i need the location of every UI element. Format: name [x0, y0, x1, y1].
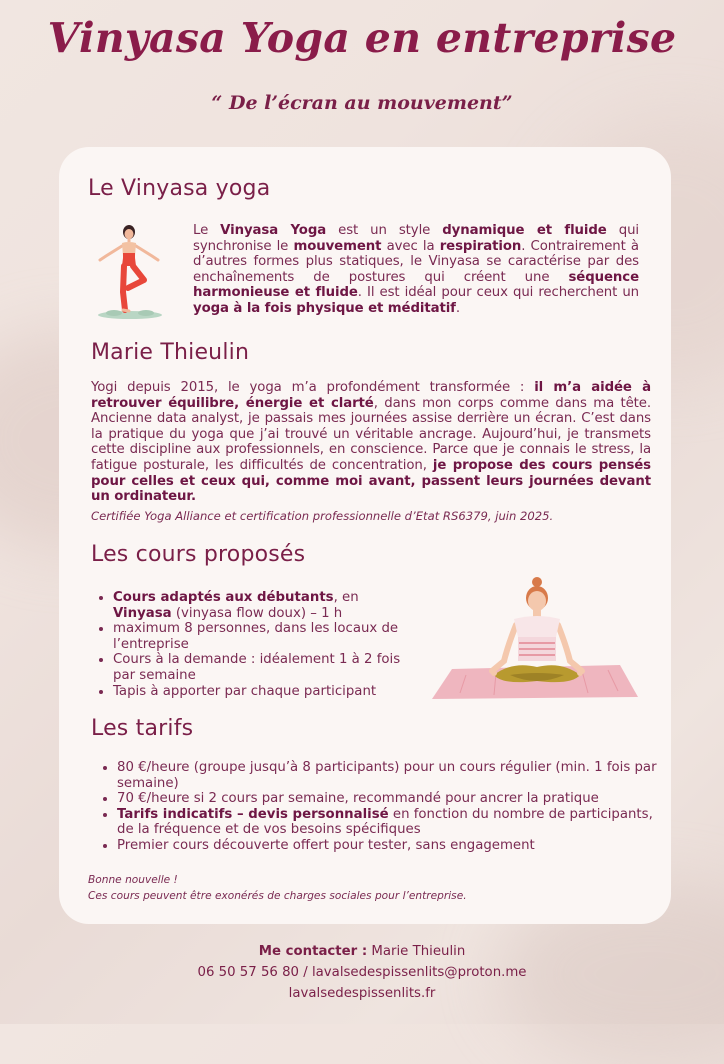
- note-line-1: Bonne nouvelle !: [88, 874, 178, 886]
- emphasis-text: mouvement: [293, 238, 382, 254]
- list-item: [113, 590, 403, 621]
- emphasis-text: yoga à la fois physique et méditatif: [193, 300, 456, 316]
- text-run: en fonction du nombre de participants, de la fréquence et de vos besoins spécifiques: [117, 806, 653, 838]
- list-item: [117, 760, 663, 791]
- text-run: Cours à la demande : idéalement 1 à 2 fois par semaine: [113, 652, 401, 683]
- list-item: [113, 621, 403, 652]
- standing-tree-pose-woman-icon: [92, 222, 168, 320]
- page-title: Vinyasa Yoga en entreprise: [47, 14, 677, 62]
- emphasis-text: dynamique et fluide: [442, 223, 607, 238]
- contact-label: Me contacter :: [258, 944, 368, 959]
- text-run: . Il est idéal pour ceux qui recherchent un: [357, 285, 639, 301]
- text-run: , en: [333, 590, 359, 605]
- good-news-note: [88, 872, 648, 904]
- text-run: .: [455, 300, 460, 316]
- emphasis-text: séquence harmonieuse et fluide: [193, 269, 639, 301]
- prices-list: [97, 760, 663, 854]
- list-item: [117, 807, 663, 838]
- text-run: Premier cours découverte offert pour tester, sans engagement: [117, 837, 535, 853]
- section-heading-vinyasa: Le Vinyasa yoga: [88, 176, 271, 201]
- text-run: maximum 8 personnes, dans les locaux de l’entreprise: [113, 621, 399, 652]
- text-run: Yogi depuis 2015, le yoga m’a profondément transformée :: [91, 380, 535, 395]
- text-run: Tapis à apporter par chaque participant: [113, 683, 377, 699]
- emphasis-text: respiration: [439, 238, 522, 254]
- section-heading-bio: Marie Thieulin: [91, 340, 250, 365]
- text-run: Le: [193, 223, 221, 238]
- text-run: est un style: [326, 223, 443, 238]
- section-heading-courses: Les cours proposés: [91, 542, 306, 567]
- emphasis-text: Cours adaptés aux débutants: [113, 590, 334, 605]
- section-heading-prices: Les tarifs: [91, 716, 194, 741]
- emphasis-text: Vinyasa Yoga: [220, 223, 327, 238]
- vinyasa-description: [193, 223, 639, 317]
- courses-list: [93, 590, 403, 699]
- contact-phone-email[interactable]: 06 50 57 56 80 / lavalsedespissenlits@proton.me: [197, 965, 527, 980]
- list-item: [113, 652, 403, 683]
- text-run: qui synchronise le: [193, 223, 639, 254]
- emphasis-text: il m’a aidée à retrouver équilibre, énergie et clarté: [91, 380, 652, 411]
- list-item: [117, 838, 663, 854]
- emphasis-text: Vinyasa: [113, 605, 172, 621]
- text-run: 80 €/heure (groupe jusqu’à 8 participants) pour un cours régulier (min. 1 fois par semaine): [117, 760, 657, 791]
- page-subtitle: “ De l’écran au mouvement”: [211, 92, 513, 114]
- text-run: . Contrairement à d’autres formes plus statiques, le Vinyasa se caractérise par des enchaînements de postures qui créent une: [193, 238, 639, 285]
- text-run: , dans mon corps comme dans ma tête. Ancienne data analyst, je passais mes journées assise derrière un écran. C’est dans la pratique du yoga que j’ai trouvé un véritable ancrage. Aujourd’hui, je transmets cette discipline aux professionnels, en conscience. Parce que je connais le stress, la fatigue posturale, les difficultés de concentration,: [91, 395, 652, 473]
- emphasis-text: je propose des cours pensés pour celles et ceux qui, comme moi avant, passent leurs journées devant un ordinateur.: [91, 457, 651, 505]
- text-run: (vinyasa flow doux) – 1 h: [171, 605, 343, 621]
- contact-website-link[interactable]: lavalsedespissenlits.fr: [288, 986, 436, 1001]
- emphasis-text: Tarifs indicatifs – devis personnalisé: [117, 806, 389, 822]
- seated-meditation-woman-icon: [432, 575, 640, 703]
- certification-text: Certifiée Yoga Alliance et certification professionnelle d’Etat RS6379, juin 2025.: [91, 509, 554, 523]
- contact-block: [0, 941, 724, 1004]
- bio-paragraph: [91, 380, 651, 505]
- text-run: avec la: [381, 238, 440, 254]
- contact-name: Marie Thieulin: [367, 944, 466, 959]
- text-run: 70 €/heure si 2 cours par semaine, recommandé pour ancrer la pratique: [117, 791, 599, 807]
- list-item: [117, 791, 663, 807]
- list-item: [113, 684, 403, 700]
- note-line-2: Ces cours peuvent être exonérés de charges sociales pour l’entreprise.: [88, 890, 467, 902]
- contact-line: [0, 941, 724, 962]
